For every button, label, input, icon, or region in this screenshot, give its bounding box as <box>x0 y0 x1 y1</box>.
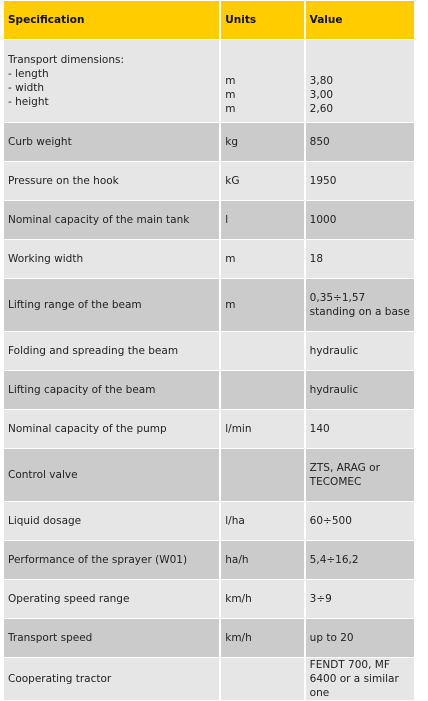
table-row <box>4 123 414 161</box>
spec-cell: Pressure on the hook <box>4 162 219 200</box>
table-row <box>4 371 414 409</box>
value-cell: 1950 <box>306 162 414 200</box>
spec-cell: Lifting range of the beam <box>4 279 219 331</box>
unit-cell <box>221 371 303 409</box>
unit-cell: m <box>221 279 303 331</box>
spec-cell: Folding and spreading the beam <box>4 332 219 370</box>
unit-cell <box>221 449 303 501</box>
value-cell: hydraulic <box>306 332 414 370</box>
value-cell: FENDT 700, MF 6400 or a similar one <box>306 658 414 700</box>
spec-cell: Performance of the sprayer (W01) <box>4 541 219 579</box>
unit-cell: l/ha <box>221 502 303 540</box>
table-row <box>4 658 414 700</box>
header-value: Value <box>306 1 414 39</box>
spec-cell: Lifting capacity of the beam <box>4 371 219 409</box>
spec-cell: Transport speed <box>4 619 219 657</box>
table-row <box>4 40 414 122</box>
unit-cell: ha/h <box>221 541 303 579</box>
table-row <box>4 449 414 501</box>
unit-cell: m <box>221 240 303 278</box>
spec-cell: Nominal capacity of the pump <box>4 410 219 448</box>
table-row <box>4 541 414 579</box>
spec-cell: Control valve <box>4 449 219 501</box>
spec-cell: Liquid dosage <box>4 502 219 540</box>
table-header-row <box>4 1 414 39</box>
specification-table <box>2 0 416 701</box>
spec-cell: Curb weight <box>4 123 219 161</box>
unit-cell: km/h <box>221 580 303 618</box>
spec-cell: Transport dimensions: - length - width - height <box>4 40 219 122</box>
value-cell: ZTS, ARAG or TECOMEC <box>306 449 414 501</box>
unit-cell: kG <box>221 162 303 200</box>
unit-cell: l/min <box>221 410 303 448</box>
value-cell: 5,4÷16,2 <box>306 541 414 579</box>
value-cell: up to 20 <box>306 619 414 657</box>
table-row <box>4 580 414 618</box>
table-row <box>4 619 414 657</box>
spec-cell: Nominal capacity of the main tank <box>4 201 219 239</box>
value-cell: 3÷9 <box>306 580 414 618</box>
unit-cell: km/h <box>221 619 303 657</box>
header-units: Units <box>221 1 303 39</box>
table-row <box>4 279 414 331</box>
value-cell: 140 <box>306 410 414 448</box>
value-cell: 60÷500 <box>306 502 414 540</box>
table-row <box>4 332 414 370</box>
table-row <box>4 201 414 239</box>
value-cell: 3,80 3,00 2,60 <box>306 40 414 122</box>
table-row <box>4 162 414 200</box>
spec-cell: Working width <box>4 240 219 278</box>
header-specification: Specification <box>4 1 219 39</box>
spec-cell: Operating speed range <box>4 580 219 618</box>
unit-cell: l <box>221 201 303 239</box>
unit-cell: m m m <box>221 40 303 122</box>
table-row <box>4 502 414 540</box>
unit-cell <box>221 658 303 700</box>
table-row <box>4 410 414 448</box>
value-cell: 850 <box>306 123 414 161</box>
value-cell: 18 <box>306 240 414 278</box>
unit-cell <box>221 332 303 370</box>
unit-cell: kg <box>221 123 303 161</box>
table-row <box>4 240 414 278</box>
value-cell: hydraulic <box>306 371 414 409</box>
value-cell: 0,35÷1,57 standing on a base <box>306 279 414 331</box>
spec-cell: Cooperating tractor <box>4 658 219 700</box>
value-cell: 1000 <box>306 201 414 239</box>
